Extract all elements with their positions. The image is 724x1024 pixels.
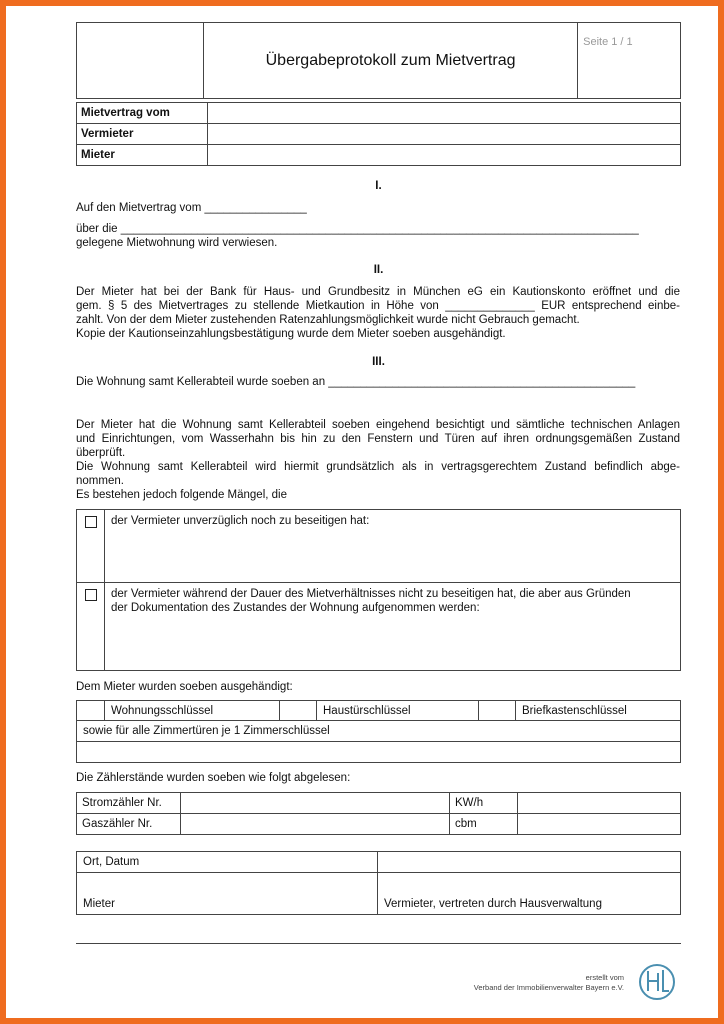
room-keys-label: sowie für alle Zimmertüren je 1 Zimmerschlüssel bbox=[77, 721, 681, 742]
meters-intro: Die Zählerstände wurden soeben wie folgt abgelesen: bbox=[76, 772, 351, 784]
apartment-key-label: Wohnungsschlüssel bbox=[105, 701, 280, 721]
section-3-line-1: Die Wohnung samt Kellerabteil wurde soeben an ________________________________________________ bbox=[76, 376, 636, 388]
contract-date-field[interactable] bbox=[208, 103, 681, 124]
section-2-line-4: Kopie der Kautionseinzahlungsbestätigung wurde dem Mieter soeben ausgehändigt. bbox=[76, 328, 506, 340]
association-logo-icon bbox=[636, 961, 678, 1003]
keys-table bbox=[76, 700, 681, 763]
document-page bbox=[6, 6, 718, 1018]
section-1-line-3: gelegene Mietwohnung wird verwiesen. bbox=[76, 237, 278, 249]
landlord-label: Vermieter bbox=[77, 124, 208, 145]
landlord-signature-label: Vermieter, vertreten durch Hausverwaltung bbox=[378, 873, 681, 915]
tenant-field[interactable] bbox=[208, 145, 681, 166]
apartment-key-count[interactable] bbox=[77, 701, 105, 721]
section-2-line-1: Der Mieter hat bei der Bank für Haus- und Grundbesitz in München eG ein Kautionskonto eröffnet und die bbox=[76, 286, 680, 298]
section-3-para-4: Die Wohnung samt Kellerabteil wird hiermit grundsätzlich als in vertragsgerechtem Zustand befindlich abge- bbox=[76, 461, 680, 473]
section-1-line-1: Auf den Mietvertrag vom ________________ bbox=[76, 202, 307, 214]
page-number: Seite 1 / 1 bbox=[578, 23, 681, 99]
section-3-para-2: und Einrichtungen, vom Wasserhahn bis hin zu den Fenstern und Türen auf ihren ordnungsgemäßen Zustand bbox=[76, 433, 680, 445]
footer-divider bbox=[76, 943, 681, 944]
header-table bbox=[76, 22, 681, 99]
contract-date-label: Mietvertrag vom bbox=[77, 103, 208, 124]
footer-organization: Verband der Immobilienverwalter Bayern e.V. bbox=[473, 983, 624, 992]
place-date-field[interactable] bbox=[378, 852, 681, 873]
mailbox-key-label: Briefkastenschlüssel bbox=[516, 701, 681, 721]
defects-immediate-label: der Vermieter unverzüglich noch zu beseitigen hat: bbox=[111, 515, 370, 527]
gas-meter-reading-field[interactable] bbox=[518, 814, 681, 835]
section-2-line-2: gem. § 5 des Mietvertrages zu stellende Mietkaution in Höhe von ______________ EUR entsprechend einbe- bbox=[76, 300, 680, 312]
section-3-para-1: Der Mieter hat die Wohnung samt Kellerabteil soeben eingehend besichtigt und sämtliche technischen Anlagen bbox=[76, 419, 680, 431]
gas-meter-number-field[interactable] bbox=[181, 814, 450, 835]
front-door-key-label: Haustürschlüssel bbox=[317, 701, 479, 721]
defects-documented-line-1: der Vermieter während der Dauer des Mietverhältnisses nicht zu beseitigen hat, die aber aus Gründen bbox=[111, 588, 631, 600]
section-1-line-2: über die _________________________________________________________________________________ bbox=[76, 223, 639, 235]
keys-intro: Dem Mieter wurden soeben ausgehändigt: bbox=[76, 681, 293, 693]
gas-meter-label: Gaszähler Nr. bbox=[77, 814, 181, 835]
document-title: Übergabeprotokoll zum Mietvertrag bbox=[203, 23, 577, 99]
power-meter-label: Stromzähler Nr. bbox=[77, 793, 181, 814]
tenant-label: Mieter bbox=[77, 145, 208, 166]
section-3-heading: III. bbox=[372, 356, 385, 368]
tenant-signature-label: Mieter bbox=[77, 873, 378, 915]
section-2-line-3: zahlt. Von der dem Mieter zustehenden Ratenzahlungsmöglichkeit wurde nicht Gebrauch gemacht. bbox=[76, 314, 580, 326]
section-3-para-6: Es bestehen jedoch folgende Mängel, die bbox=[76, 489, 287, 501]
place-date-label: Ort, Datum bbox=[77, 852, 378, 873]
defects-documented-line-2: der Dokumentation des Zustandes der Wohnung aufgenommen werden: bbox=[111, 602, 480, 614]
defects-table bbox=[76, 509, 681, 671]
landlord-field[interactable] bbox=[208, 124, 681, 145]
contract-info-table bbox=[76, 102, 681, 166]
meters-table bbox=[76, 792, 681, 835]
section-3-para-3: überprüft. bbox=[76, 447, 126, 459]
defects-immediate-checkbox[interactable] bbox=[85, 516, 97, 528]
keys-extra-field[interactable] bbox=[77, 742, 681, 763]
signature-table bbox=[76, 851, 681, 915]
section-1-heading: I. bbox=[375, 180, 382, 192]
section-2-heading: II. bbox=[373, 264, 384, 276]
front-door-key-count[interactable] bbox=[280, 701, 317, 721]
defects-documented-checkbox[interactable] bbox=[85, 589, 97, 601]
power-meter-unit: KW/h bbox=[450, 793, 518, 814]
footer-credit bbox=[474, 973, 624, 993]
power-meter-number-field[interactable] bbox=[181, 793, 450, 814]
power-meter-reading-field[interactable] bbox=[518, 793, 681, 814]
gas-meter-unit: cbm bbox=[450, 814, 518, 835]
footer-created-by: erstellt vom bbox=[585, 973, 624, 982]
mailbox-key-count[interactable] bbox=[479, 701, 516, 721]
section-3-para-5: nommen. bbox=[76, 475, 124, 487]
